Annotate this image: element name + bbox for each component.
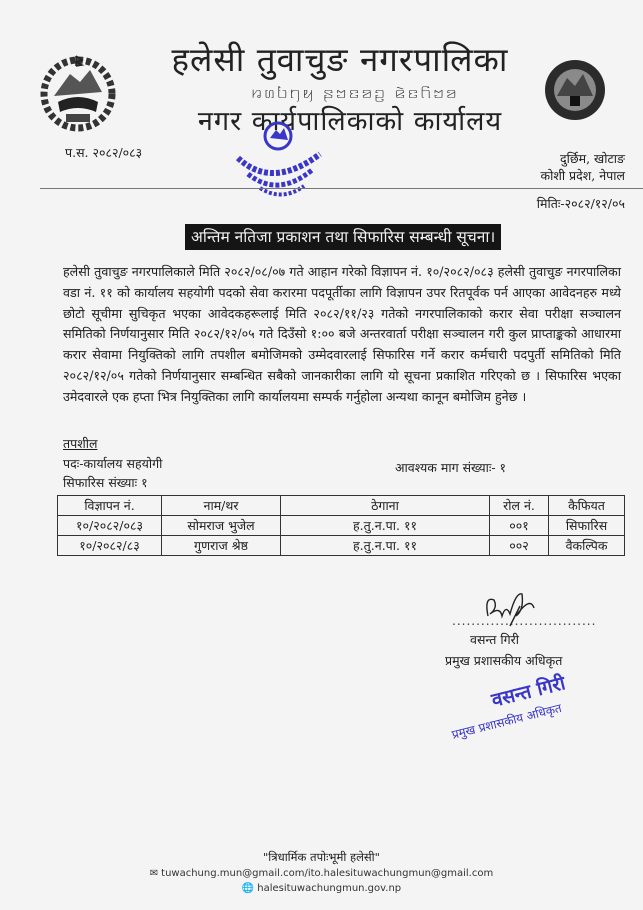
office-address [470, 150, 625, 184]
office-name: नगर कार्यपालिकाको कार्यालय [197, 106, 503, 137]
email-text: tuwachung.mun@gmail.com/ito.halesituwachungmun@gmail.com [161, 868, 494, 879]
nepal-emblem-icon [40, 52, 116, 132]
col-header-name: नाम/थर [162, 496, 281, 516]
cell-address: ह.तु.न.पा. ११ [281, 516, 490, 536]
title-stamp: प्रमुख प्रशासकीय अधिकृत [450, 700, 564, 742]
municipality-name-kirat-script: ꤙꤛꤝꤚꤟ ꤔꤠꤢꤤꤑ ꤕꤧꤢꤖꤠꤤ [251, 82, 459, 103]
website-text: halesituwachungmun.gov.np [257, 883, 402, 894]
post-name: पदः-कार्यालय सहयोगी [63, 456, 163, 471]
cell-name: सोमराज भुजेल [162, 516, 281, 536]
municipality-logo-icon [543, 58, 607, 122]
results-table [57, 495, 625, 556]
footer-website [0, 882, 643, 895]
col-header-address: ठेगाना [281, 496, 490, 516]
details-heading: तपशील [63, 436, 98, 451]
cell-address: ह.तु.न.पा. ११ [281, 536, 490, 556]
name-stamp: वसन्त गिरी [489, 672, 568, 712]
table-row [58, 536, 625, 556]
notice-body: हलेसी तुवाचुङ नगरपालिकाले मिति २०८२/०८/०७ गते आहान गरेको विज्ञापन नं. १०/२०८२/०८३ हलेसी तुवाचुङ नगरपालिका वडा नं. ११ को कार्यालय सहयोगी पदको सेवा करारमा पदपूर्तीका लागि विज्ञापन उपर रितपूर्वक पर्न आएका आवेदनहरु मध्ये छोटो सूचीमा सुचिकृत भएका आवेदकहरूलाई मिति २०८२/११/२३ गतेको नगरपालिकाको करार सेवा परीक्षा सञ्चालन समितिको निर्णयानुसार मिति २०८२/१२/०५ गते दिउँसो १:०० बजे अन्तरवार्ता परीक्षा सञ्चालन गरी कुल प्राप्ताङ्कको आधारमा करार सेवामा नियुक्तिको लागि तपशील बमोजिमको उम्मेदवारलाई सिफारिस गर्ने करार कर्मचारी पदपुर्ती समितिको मिति २०८२/१२/०५ गतेको निर्णयानुसार सम्बन्धित सबैको जानकारीका लागि यो सूचना प्रकाशित गरिएको छ । सिफारिस भएका उमेदवारले एक हप्ता भित्र नियुक्तिका लागि कार्यालयमा सम्पर्क गर्नुहोला अन्यथा कानून बमोजिम हुनेछ । [63, 264, 621, 404]
signatory-title: प्रमुख प्रशासकीय अधिकृत [445, 653, 563, 668]
cell-remarks: वैकल्पिक [549, 536, 625, 556]
reference-number: प.स. २०८२/०८३ [65, 145, 143, 160]
recommend-count: सिफारिस संख्याः १ [63, 475, 148, 490]
col-header-ad-number: विज्ञापन नं. [58, 496, 162, 516]
notice-date: मितिः-२०८२/१२/०५ [536, 196, 625, 211]
cell-ad-number: १०/२०८२/८३ [58, 536, 162, 556]
col-header-roll: रोल नं. [490, 496, 549, 516]
table-row [58, 516, 625, 536]
address-line-1: दुर्छिम, खोटाङ [559, 151, 625, 166]
table-header-row [58, 496, 625, 516]
municipality-name: हलेसी तुवाचुङ नगरपालिका [171, 40, 509, 79]
signatory-name: वसन्त गिरी [470, 632, 519, 647]
footer-email [0, 867, 643, 880]
signature-line: .............................. [452, 614, 597, 628]
required-count: आवश्यक माग संख्याः- १ [395, 460, 507, 475]
cell-roll: ००१ [490, 516, 549, 536]
footer-motto: "त्रिधार्मिक तपोःभूमी हलेसी" [263, 850, 380, 864]
cell-remarks: सिफारिस [549, 516, 625, 536]
notice-title: अन्तिम नतिजा प्रकाशन तथा सिफारिस सम्बन्धी सूचना। [185, 224, 501, 250]
cell-name: गुणराज श्रेष्ठ [162, 536, 281, 556]
cell-roll: ००२ [490, 536, 549, 556]
address-line-2: कोशी प्रदेश, नेपाल [540, 168, 625, 183]
office-seal-stamp [232, 120, 324, 204]
mail-icon: ✉ [149, 868, 159, 879]
cell-ad-number: १०/२०८२/०८३ [58, 516, 162, 536]
header-divider [40, 188, 643, 189]
col-header-remarks: कैफियत [549, 496, 625, 516]
globe-icon: 🌐 [241, 883, 255, 894]
